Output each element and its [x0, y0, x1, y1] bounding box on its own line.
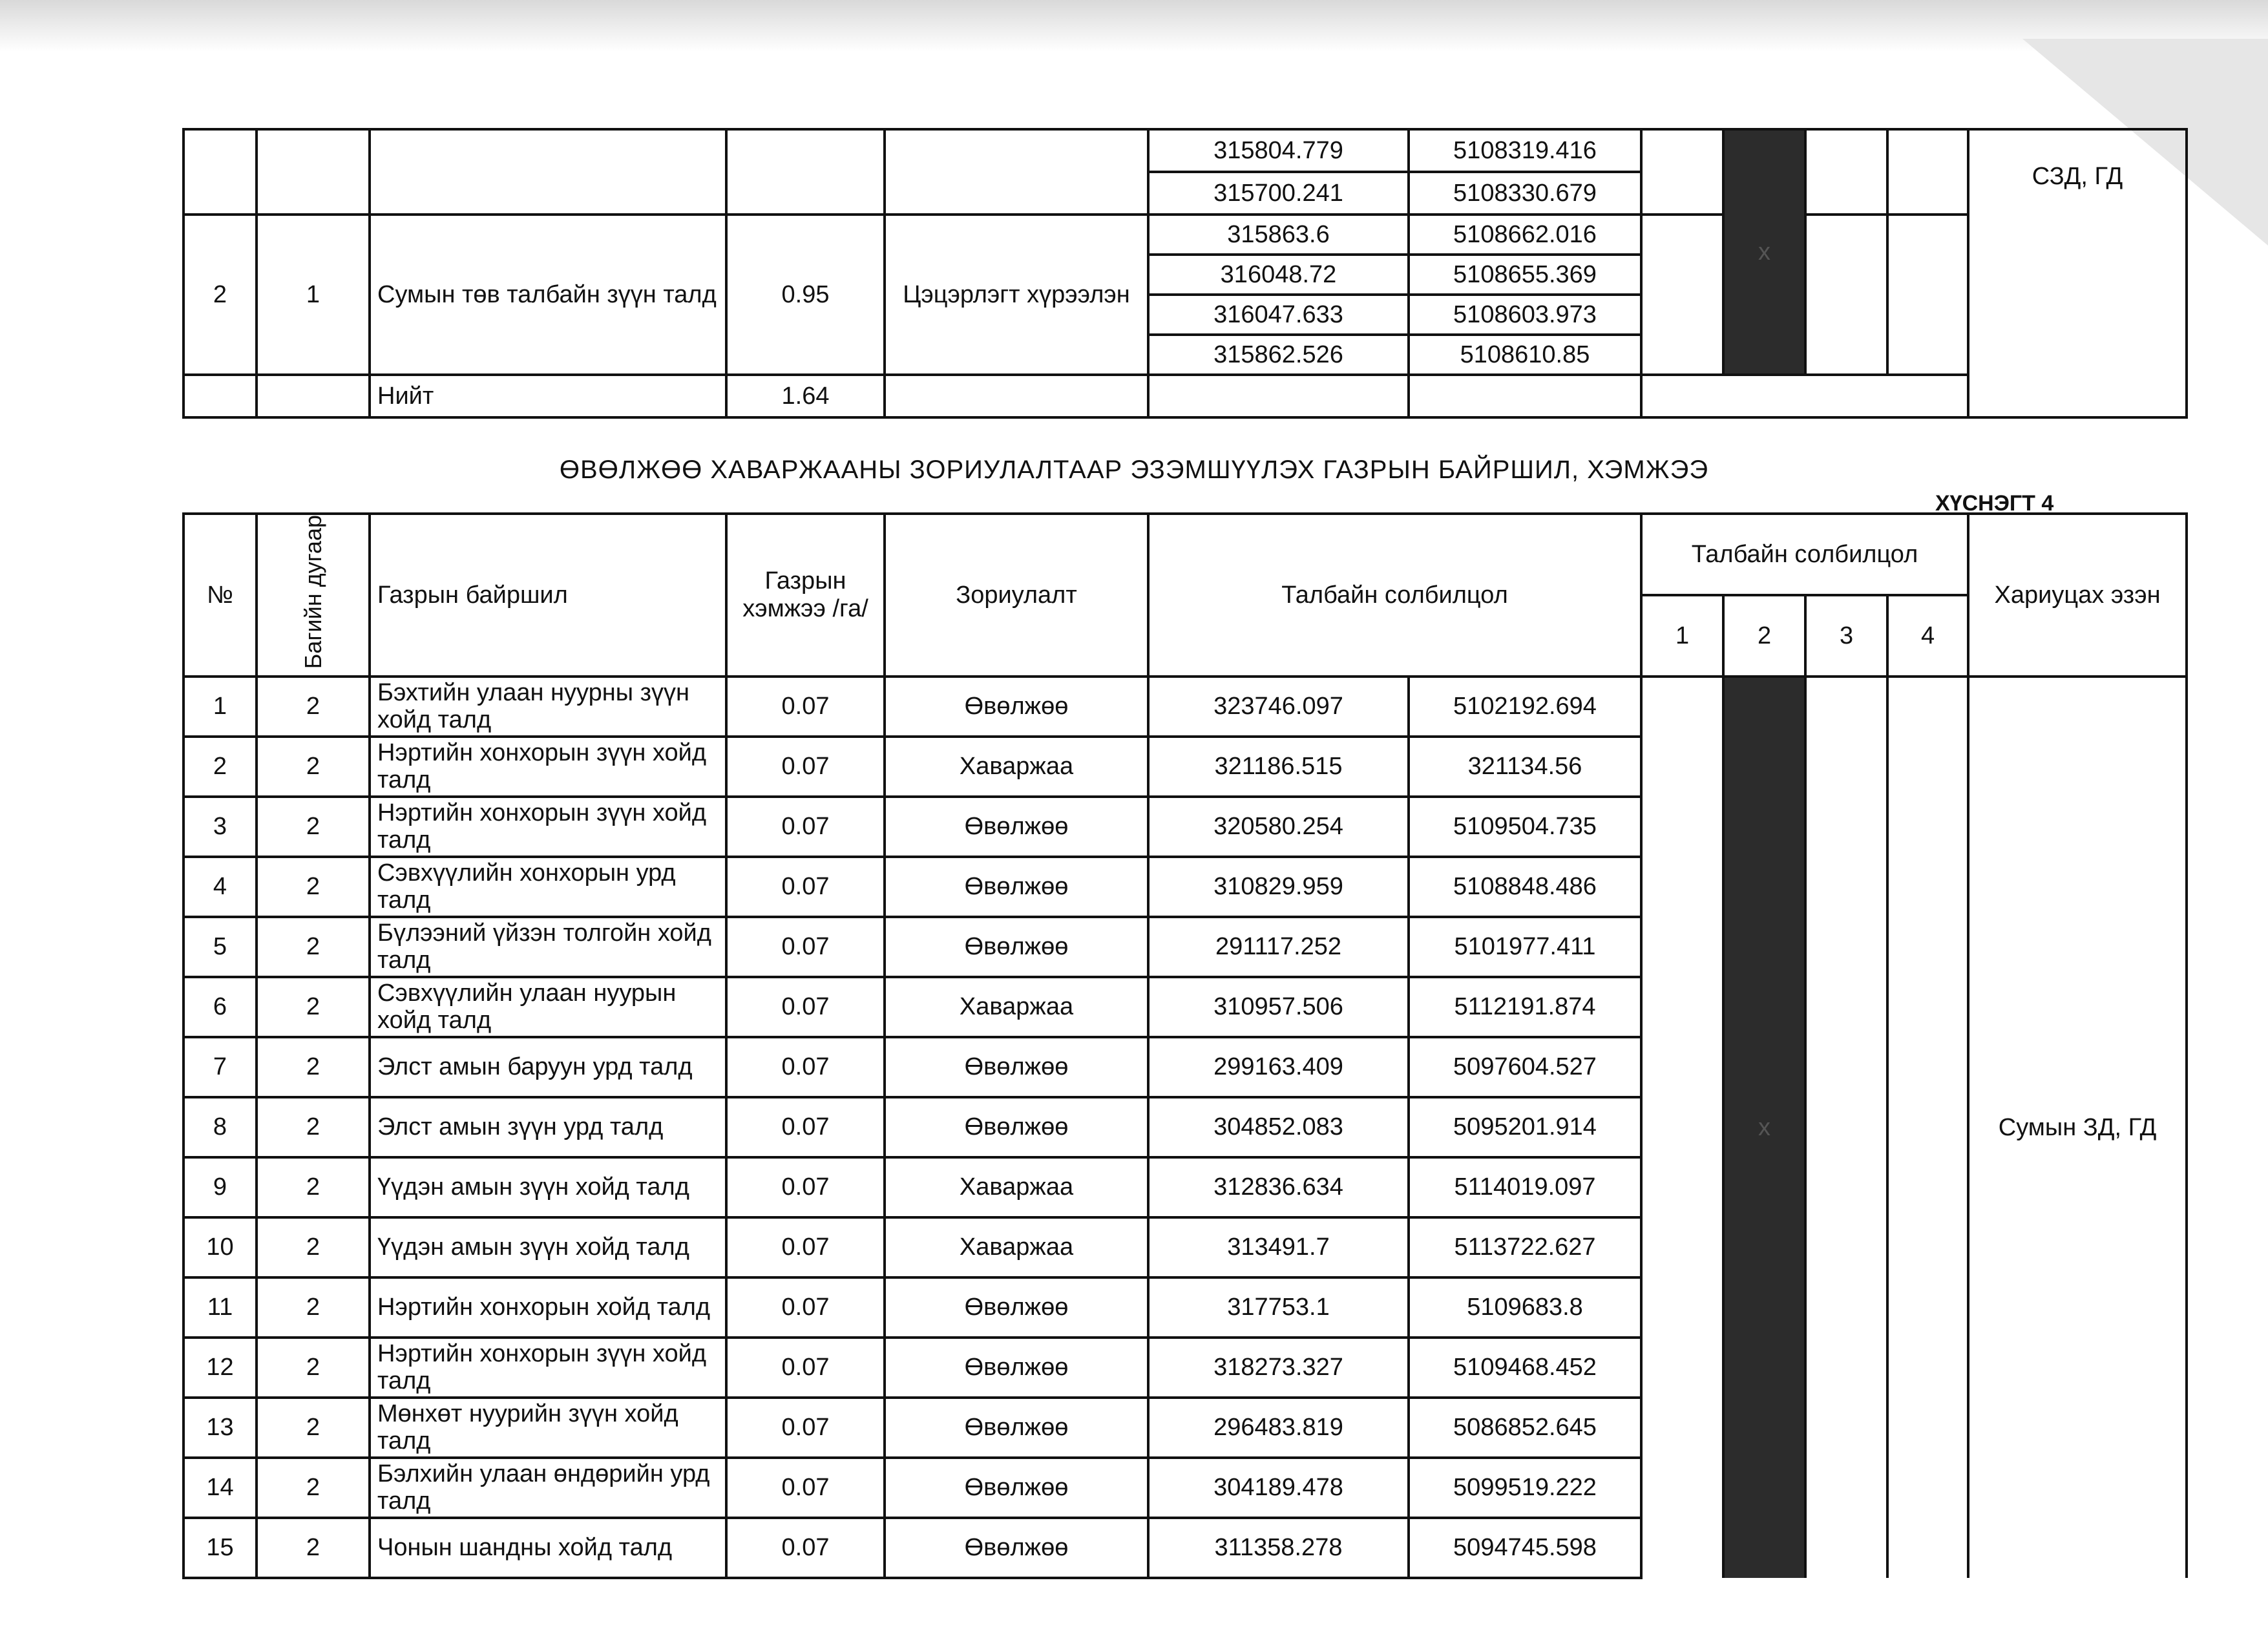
- cell-location: Мөнхөт нуурийн зүүн хойд талд: [370, 1398, 726, 1458]
- cell-purpose: Өвөлжөө: [885, 857, 1148, 917]
- cell-location: Сэвхүүлийн хонхорын урд талд: [370, 857, 726, 917]
- cell-location: Нэртийн хонхорын зүүн хойд талд: [370, 1338, 726, 1398]
- header-row: [184, 514, 2187, 595]
- cell-purpose: Өвөлжөө: [885, 917, 1148, 977]
- header-no: №: [184, 514, 257, 677]
- cell-no: 1: [184, 677, 257, 737]
- cell-area: 0.07: [726, 977, 885, 1037]
- table-winter-spring-camps: [182, 512, 2188, 1579]
- cell-empty: [184, 375, 257, 417]
- header-bag: [257, 514, 370, 677]
- cell-no: 13: [184, 1398, 257, 1458]
- cell-empty: [1148, 375, 1409, 417]
- cell-no: 2: [184, 737, 257, 797]
- cell-empty: [1641, 375, 1968, 417]
- cell-y: 5112191.874: [1409, 977, 1641, 1037]
- cell-bag: 2: [257, 917, 370, 977]
- cell-bag: 2: [257, 1157, 370, 1217]
- header-responsible: Хариуцах эзэн: [1968, 514, 2187, 677]
- cell-area: 0.95: [726, 215, 885, 375]
- cell-col3: [1805, 129, 1887, 215]
- cell-bag: 2: [257, 1338, 370, 1398]
- cell-x: 310829.959: [1148, 857, 1409, 917]
- cell-purpose: Өвөлжөө: [885, 1097, 1148, 1157]
- appendix-label: ХҮСНЭГТ 4: [1935, 491, 2054, 516]
- cell-col2-shaded: x: [1723, 677, 1805, 1578]
- cell-location: Сумын төв талбайн зүүн талд: [370, 215, 726, 375]
- cell-purpose: Хаваржаа: [885, 737, 1148, 797]
- header-bag-text: Багийн дугаар: [299, 515, 326, 669]
- cell-y: 5108603.973: [1409, 295, 1641, 335]
- cell-y: 5113722.627: [1409, 1217, 1641, 1277]
- header-col3: 3: [1805, 595, 1887, 677]
- cell-y: 5108610.85: [1409, 335, 1641, 375]
- cell-area: 0.07: [726, 797, 885, 857]
- cell-no: 15: [184, 1518, 257, 1578]
- cell-x: 299163.409: [1148, 1037, 1409, 1097]
- cell-x: 311358.278: [1148, 1518, 1409, 1578]
- cell-location: Бэлхийн улаан өндөрийн урд талд: [370, 1458, 726, 1518]
- cell-col3: [1805, 677, 1887, 1578]
- cell-area: 0.07: [726, 1097, 885, 1157]
- cell-area: 0.07: [726, 737, 885, 797]
- cell-x: 315862.526: [1148, 335, 1409, 375]
- cell-location: Нэртийн хонхорын зүүн хойд талд: [370, 797, 726, 857]
- cell-bag: 2: [257, 1097, 370, 1157]
- cell-bag: 1: [257, 215, 370, 375]
- cell-bag: 2: [257, 677, 370, 737]
- cell-y: 5108848.486: [1409, 857, 1641, 917]
- cell-location: Бэхтийн улаан нуурны зүүн хойд талд: [370, 677, 726, 737]
- cell-y: 321134.56: [1409, 737, 1641, 797]
- cell-area: 0.07: [726, 917, 885, 977]
- cell-purpose: Өвөлжөө: [885, 1398, 1148, 1458]
- cell-bag: 2: [257, 1277, 370, 1338]
- cell-x: 316047.633: [1148, 295, 1409, 335]
- cell-y: 5114019.097: [1409, 1157, 1641, 1217]
- cell-no: 6: [184, 977, 257, 1037]
- cell-y: 5109504.735: [1409, 797, 1641, 857]
- cell-bag: 2: [257, 1458, 370, 1518]
- cell-bag: 2: [257, 857, 370, 917]
- cell-location: Үүдэн амын зүүн хойд талд: [370, 1157, 726, 1217]
- cell-area: 0.07: [726, 1518, 885, 1578]
- cell-y: 5101977.411: [1409, 917, 1641, 977]
- cell-x: 320580.254: [1148, 797, 1409, 857]
- cell-purpose: Хаваржаа: [885, 1157, 1148, 1217]
- header-coords2: Талбайн солбилцол: [1641, 514, 1968, 595]
- cell-no: 3: [184, 797, 257, 857]
- cell-x: 316048.72: [1148, 255, 1409, 295]
- cell-y: 5102192.694: [1409, 677, 1641, 737]
- table-row: [184, 677, 2187, 737]
- cell-purpose: [885, 129, 1148, 215]
- cell-area: 0.07: [726, 1277, 885, 1338]
- cell-x: 321186.515: [1148, 737, 1409, 797]
- cell-x: 315863.6: [1148, 215, 1409, 255]
- cell-area: 0.07: [726, 1458, 885, 1518]
- cell-bag: 2: [257, 1518, 370, 1578]
- cell-bag: 2: [257, 737, 370, 797]
- cell-y: 5109683.8: [1409, 1277, 1641, 1338]
- header-area: Газрын хэмжээ /га/: [726, 514, 885, 677]
- cell-y: 5097604.527: [1409, 1037, 1641, 1097]
- cell-x: 296483.819: [1148, 1398, 1409, 1458]
- cell-x: 323746.097: [1148, 677, 1409, 737]
- cell-x: 317753.1: [1148, 1277, 1409, 1338]
- cell-purpose: Цэцэрлэгт хүрээлэн: [885, 215, 1148, 375]
- cell-no: [184, 129, 257, 215]
- cell-x: 318273.327: [1148, 1338, 1409, 1398]
- cell-col1: [1641, 677, 1723, 1578]
- cell-x: 304189.478: [1148, 1458, 1409, 1518]
- cell-no: 14: [184, 1458, 257, 1518]
- cell-x: 310957.506: [1148, 977, 1409, 1037]
- cell-empty: [257, 375, 370, 417]
- cell-x: 315700.241: [1148, 172, 1409, 215]
- cell-no: 5: [184, 917, 257, 977]
- cell-y: 5109468.452: [1409, 1338, 1641, 1398]
- cell-y: 5108662.016: [1409, 215, 1641, 255]
- cell-y: 5095201.914: [1409, 1097, 1641, 1157]
- cell-y: 5086852.645: [1409, 1398, 1641, 1458]
- cell-no: 4: [184, 857, 257, 917]
- header-coords: Талбайн солбилцол: [1148, 514, 1641, 677]
- cell-x: 315804.779: [1148, 129, 1409, 172]
- cell-bag: 2: [257, 797, 370, 857]
- cell-x: 291117.252: [1148, 917, 1409, 977]
- cell-area: 0.07: [726, 1037, 885, 1097]
- cell-area: 0.07: [726, 677, 885, 737]
- cell-location: Сэвхүүлийн улаан нуурын хойд талд: [370, 977, 726, 1037]
- cell-purpose: Өвөлжөө: [885, 1338, 1148, 1398]
- table-green-area: [182, 128, 2188, 419]
- cell-bag: 2: [257, 1217, 370, 1277]
- header-col2: 2: [1723, 595, 1805, 677]
- cell-x: 312836.634: [1148, 1157, 1409, 1217]
- cell-y: 5108319.416: [1409, 129, 1641, 172]
- header-location: Газрын байршил: [370, 514, 726, 677]
- cell-col1: [1641, 129, 1723, 215]
- cell-no: 10: [184, 1217, 257, 1277]
- cell-empty: [1409, 375, 1641, 417]
- table-row: [184, 215, 2187, 255]
- cell-y: 5108655.369: [1409, 255, 1641, 295]
- cell-purpose: Өвөлжөө: [885, 1037, 1148, 1097]
- header-col4: 4: [1887, 595, 1968, 677]
- cell-purpose: Өвөлжөө: [885, 797, 1148, 857]
- cell-no: 8: [184, 1097, 257, 1157]
- cell-bag: 2: [257, 977, 370, 1037]
- cell-y: 5108330.679: [1409, 172, 1641, 215]
- header-col1: 1: [1641, 595, 1723, 677]
- cell-responsible: Сумын ЗД, ГД: [1968, 677, 2187, 1578]
- cell-area: 0.07: [726, 1157, 885, 1217]
- cell-location: [370, 129, 726, 215]
- cell-bag: 2: [257, 1037, 370, 1097]
- cell-y: 5099519.222: [1409, 1458, 1641, 1518]
- cell-x: 313491.7: [1148, 1217, 1409, 1277]
- cell-area: 0.07: [726, 1398, 885, 1458]
- cell-purpose: Өвөлжөө: [885, 1458, 1148, 1518]
- total-row: [184, 375, 2187, 417]
- cell-no: 7: [184, 1037, 257, 1097]
- cell-bag: 2: [257, 1398, 370, 1458]
- cell-col4: [1887, 677, 1968, 1578]
- cell-purpose: Хаваржаа: [885, 1217, 1148, 1277]
- cell-location: Бүлээний үйзэн толгойн хойд талд: [370, 917, 726, 977]
- cell-location: Элст амын баруун урд талд: [370, 1037, 726, 1097]
- cell-location: Чонын шандны хойд талд: [370, 1518, 726, 1578]
- cell-empty: [885, 375, 1148, 417]
- cell-col1: [1641, 215, 1723, 375]
- cell-purpose: Өвөлжөө: [885, 677, 1148, 737]
- cell-bag: [257, 129, 370, 215]
- cell-location: Үүдэн амын зүүн хойд талд: [370, 1217, 726, 1277]
- cell-no: 11: [184, 1277, 257, 1338]
- cell-y: 5094745.598: [1409, 1518, 1641, 1578]
- cell-area: [726, 129, 885, 215]
- total-label: Нийт: [370, 375, 726, 417]
- cell-location: Нэртийн хонхорын хойд талд: [370, 1277, 726, 1338]
- cell-purpose: Хаваржаа: [885, 977, 1148, 1037]
- total-area: 1.64: [726, 375, 885, 417]
- cell-col3: [1805, 215, 1887, 375]
- cell-x: 304852.083: [1148, 1097, 1409, 1157]
- cell-col4: [1887, 215, 1968, 375]
- cell-area: 0.07: [726, 1217, 885, 1277]
- cell-purpose: Өвөлжөө: [885, 1277, 1148, 1338]
- cell-no: 9: [184, 1157, 257, 1217]
- cell-location: Нэртийн хонхорын зүүн хойд талд: [370, 737, 726, 797]
- cell-col4: [1887, 129, 1968, 215]
- cell-area: 0.07: [726, 1338, 885, 1398]
- cell-col2-shaded: x: [1723, 129, 1805, 375]
- cell-no: 2: [184, 215, 257, 375]
- scan-edge: [0, 0, 2268, 52]
- cell-purpose: Өвөлжөө: [885, 1518, 1148, 1578]
- cell-area: 0.07: [726, 857, 885, 917]
- header-purpose: Зориулалт: [885, 514, 1148, 677]
- cell-no: 12: [184, 1338, 257, 1398]
- table-title: ӨВӨЛЖӨӨ ХАВАРЖААНЫ ЗОРИУЛАЛТААР ЭЗЭМШҮҮЛЭХ ГАЗРЫН БАЙРШИЛ, ХЭМЖЭЭ: [559, 456, 1709, 484]
- cell-responsible: СЗД, ГД: [1968, 129, 2187, 417]
- cell-location: Элст амын зүүн урд талд: [370, 1097, 726, 1157]
- table-row: [184, 129, 2187, 172]
